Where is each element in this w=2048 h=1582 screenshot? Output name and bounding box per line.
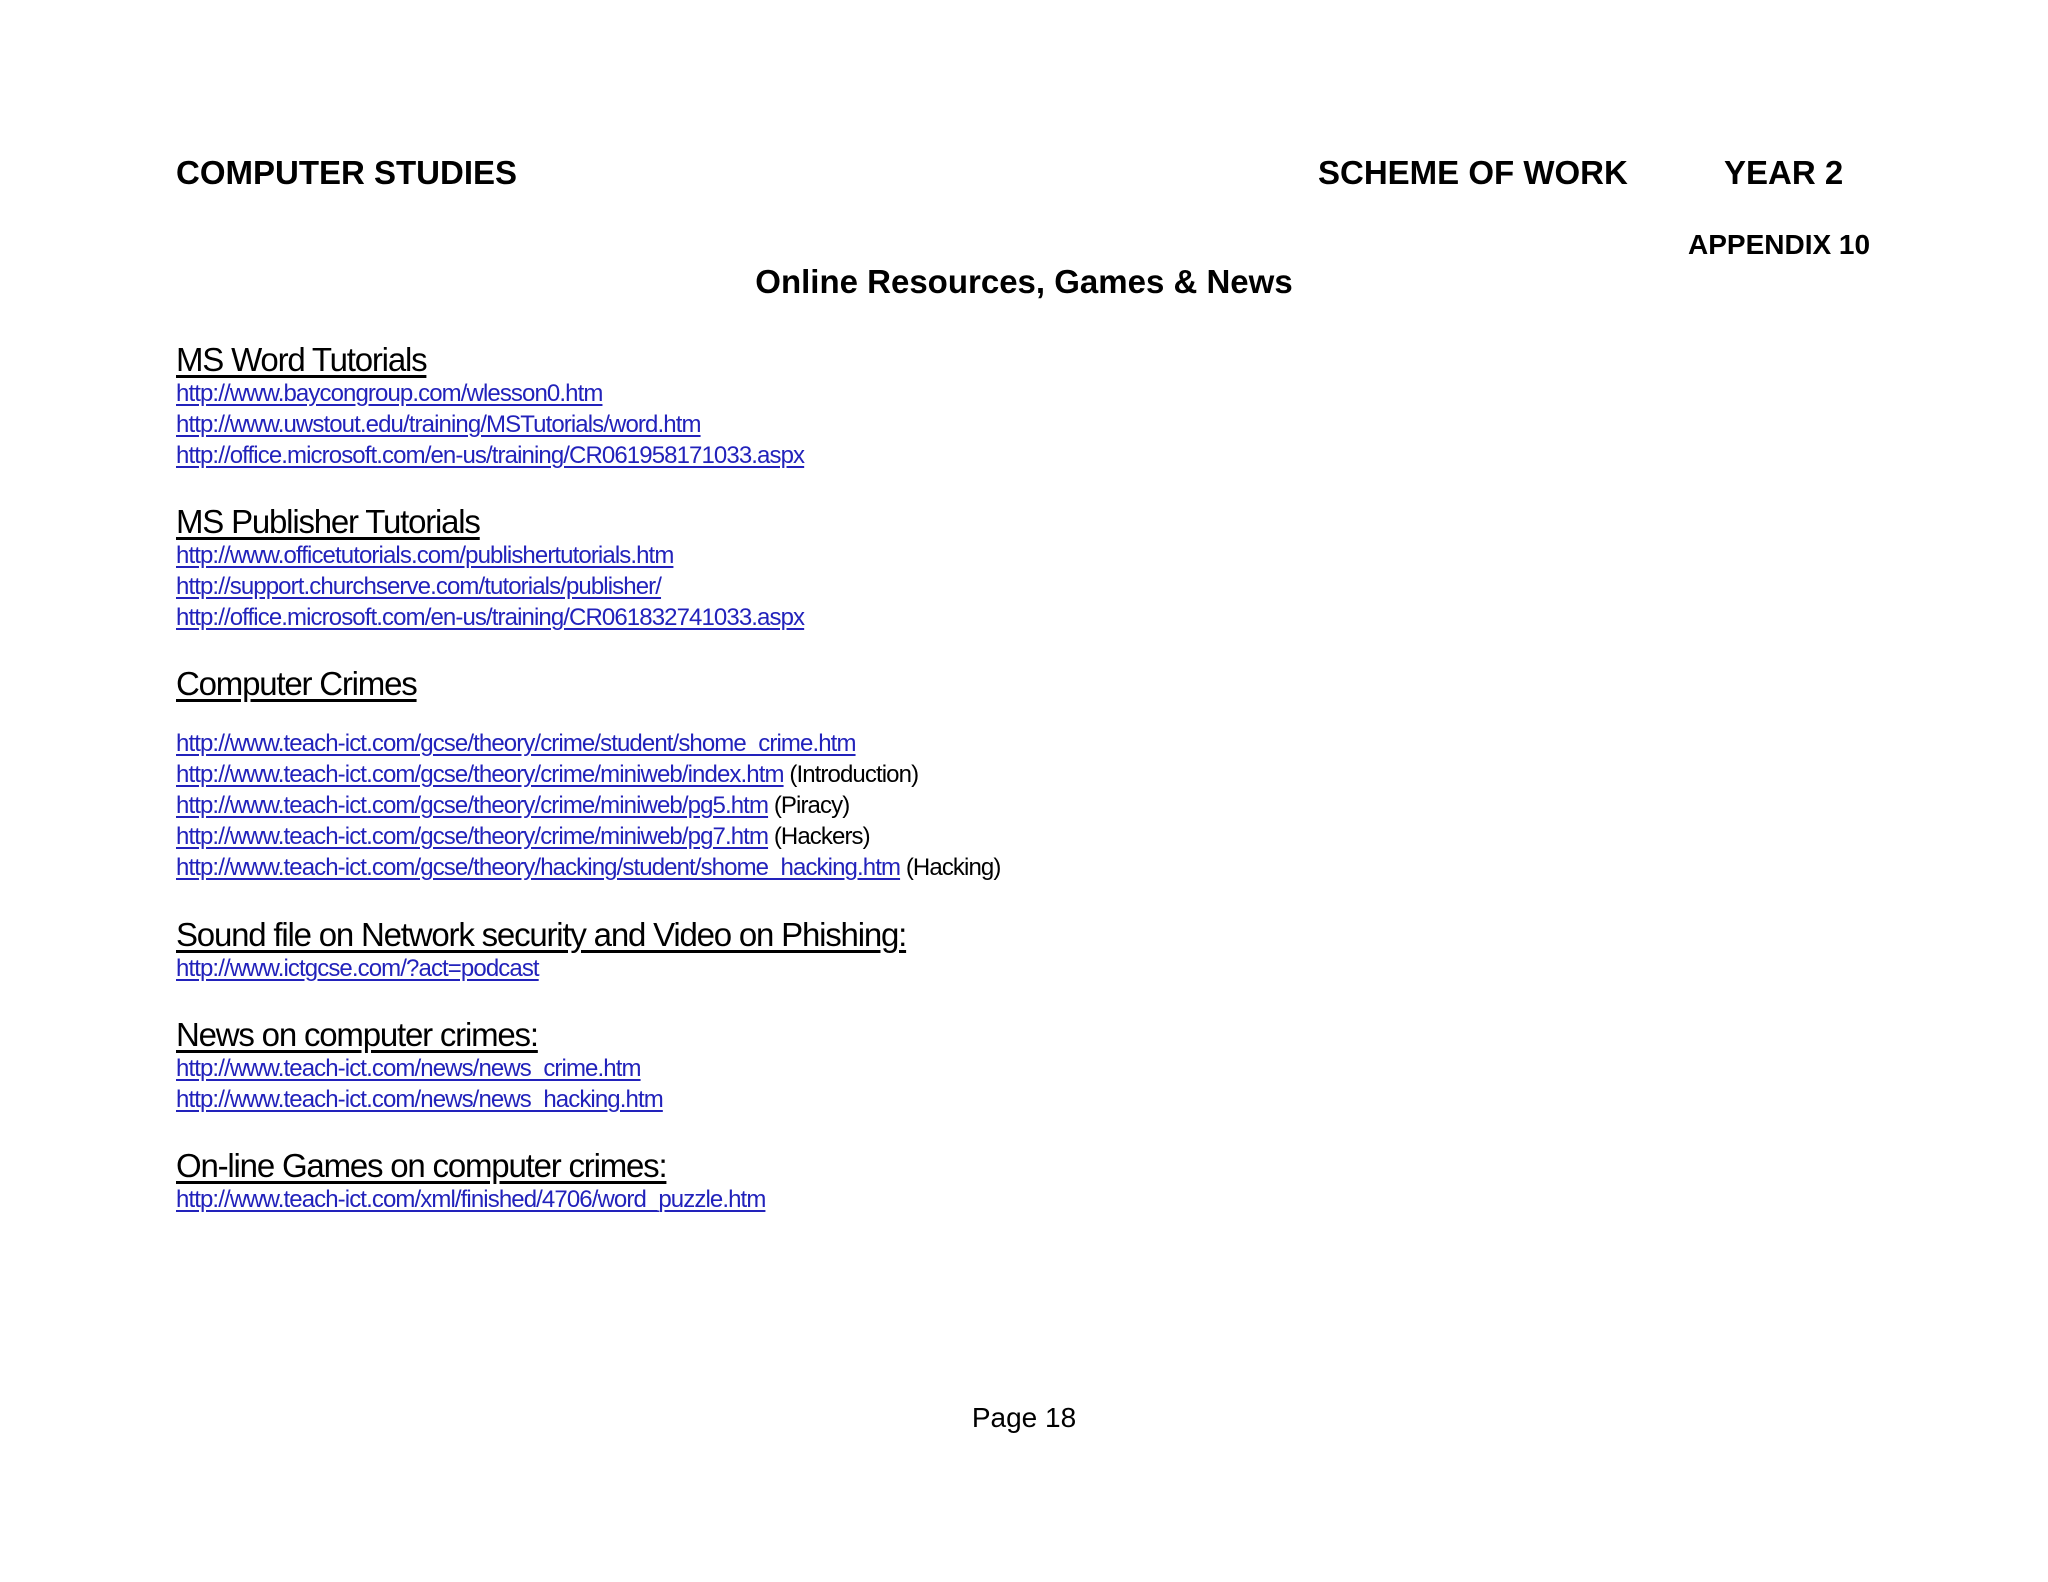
page-title: Online Resources, Games & News bbox=[755, 263, 1293, 300]
list-item bbox=[176, 821, 1000, 852]
list-item bbox=[176, 440, 804, 471]
section-network-security-sound-video bbox=[176, 917, 906, 984]
list-item bbox=[176, 540, 804, 571]
resource-link[interactable]: http://www.uwstout.edu/training/MSTutorials/word.htm bbox=[176, 411, 701, 438]
list-item bbox=[176, 409, 804, 440]
appendix-label: APPENDIX 10 bbox=[1688, 229, 1871, 260]
page-number: Page 18 bbox=[971, 1402, 1077, 1433]
list-item bbox=[176, 953, 906, 984]
resource-link[interactable]: http://office.microsoft.com/en-us/training/CR061958171033.aspx bbox=[176, 442, 805, 469]
resource-link[interactable]: http://www.teach-ict.com/xml/finished/4706/word_puzzle.htm bbox=[176, 1186, 766, 1213]
header-year: YEAR 2 bbox=[1724, 154, 1844, 191]
section-heading: On-line Games on computer crimes: bbox=[176, 1147, 667, 1184]
section-heading: News on computer crimes: bbox=[176, 1016, 538, 1053]
resource-link[interactable]: http://www.teach-ict.com/gcse/theory/crime/miniweb/index.htm bbox=[176, 761, 784, 788]
resource-link[interactable]: http://www.teach-ict.com/gcse/theory/hacking/student/shome_hacking.htm bbox=[176, 854, 901, 881]
link-note: (Hackers) bbox=[773, 823, 870, 850]
resource-link[interactable]: http://www.teach-ict.com/news/news_hacking.htm bbox=[176, 1086, 663, 1113]
resource-link[interactable]: http://www.teach-ict.com/news/news_crime.htm bbox=[176, 1055, 641, 1082]
resource-link[interactable]: http://www.baycongroup.com/wlesson0.htm bbox=[176, 380, 603, 407]
resource-link[interactable]: http://www.teach-ict.com/gcse/theory/crime/miniweb/pg7.htm bbox=[176, 823, 769, 850]
resource-link[interactable]: http://office.microsoft.com/en-us/training/CR061832741033.aspx bbox=[176, 604, 805, 631]
section-ms-publisher-tutorials bbox=[176, 504, 804, 633]
link-note: (Introduction) bbox=[789, 761, 919, 788]
section-computer-crimes bbox=[176, 666, 1000, 883]
list-item bbox=[176, 790, 1000, 821]
header-scheme: SCHEME OF WORK bbox=[1318, 154, 1628, 191]
resource-link[interactable]: http://support.churchserve.com/tutorials/publisher/ bbox=[176, 573, 662, 600]
list-item bbox=[176, 602, 804, 633]
resource-link[interactable]: http://www.teach-ict.com/gcse/theory/crime/student/shome_crime.htm bbox=[176, 730, 856, 757]
header-subject: COMPUTER STUDIES bbox=[176, 154, 518, 191]
section-heading: Computer Crimes bbox=[176, 665, 417, 702]
section-heading: MS Word Tutorials bbox=[176, 341, 427, 378]
list-item bbox=[176, 728, 1000, 759]
link-note: (Piracy) bbox=[773, 792, 850, 819]
list-item bbox=[176, 852, 1000, 883]
section-heading: MS Publisher Tutorials bbox=[176, 503, 480, 540]
link-note: (Hacking) bbox=[905, 854, 1001, 881]
list-item bbox=[176, 1084, 663, 1115]
section-heading: Sound file on Network security and Video on Phishing: bbox=[176, 916, 907, 953]
list-item bbox=[176, 759, 1000, 790]
section-news-computer-crimes bbox=[176, 1017, 663, 1115]
list-item bbox=[176, 1053, 663, 1084]
list-item bbox=[176, 378, 804, 409]
resource-link[interactable]: http://www.teach-ict.com/gcse/theory/crime/miniweb/pg5.htm bbox=[176, 792, 769, 819]
resource-link[interactable]: http://www.ictgcse.com/?act=podcast bbox=[176, 955, 539, 982]
resource-link[interactable]: http://www.officetutorials.com/publishertutorials.htm bbox=[176, 542, 674, 569]
section-online-games bbox=[176, 1148, 765, 1215]
list-item bbox=[176, 1184, 765, 1215]
section-ms-word-tutorials bbox=[176, 342, 804, 471]
list-item bbox=[176, 571, 804, 602]
